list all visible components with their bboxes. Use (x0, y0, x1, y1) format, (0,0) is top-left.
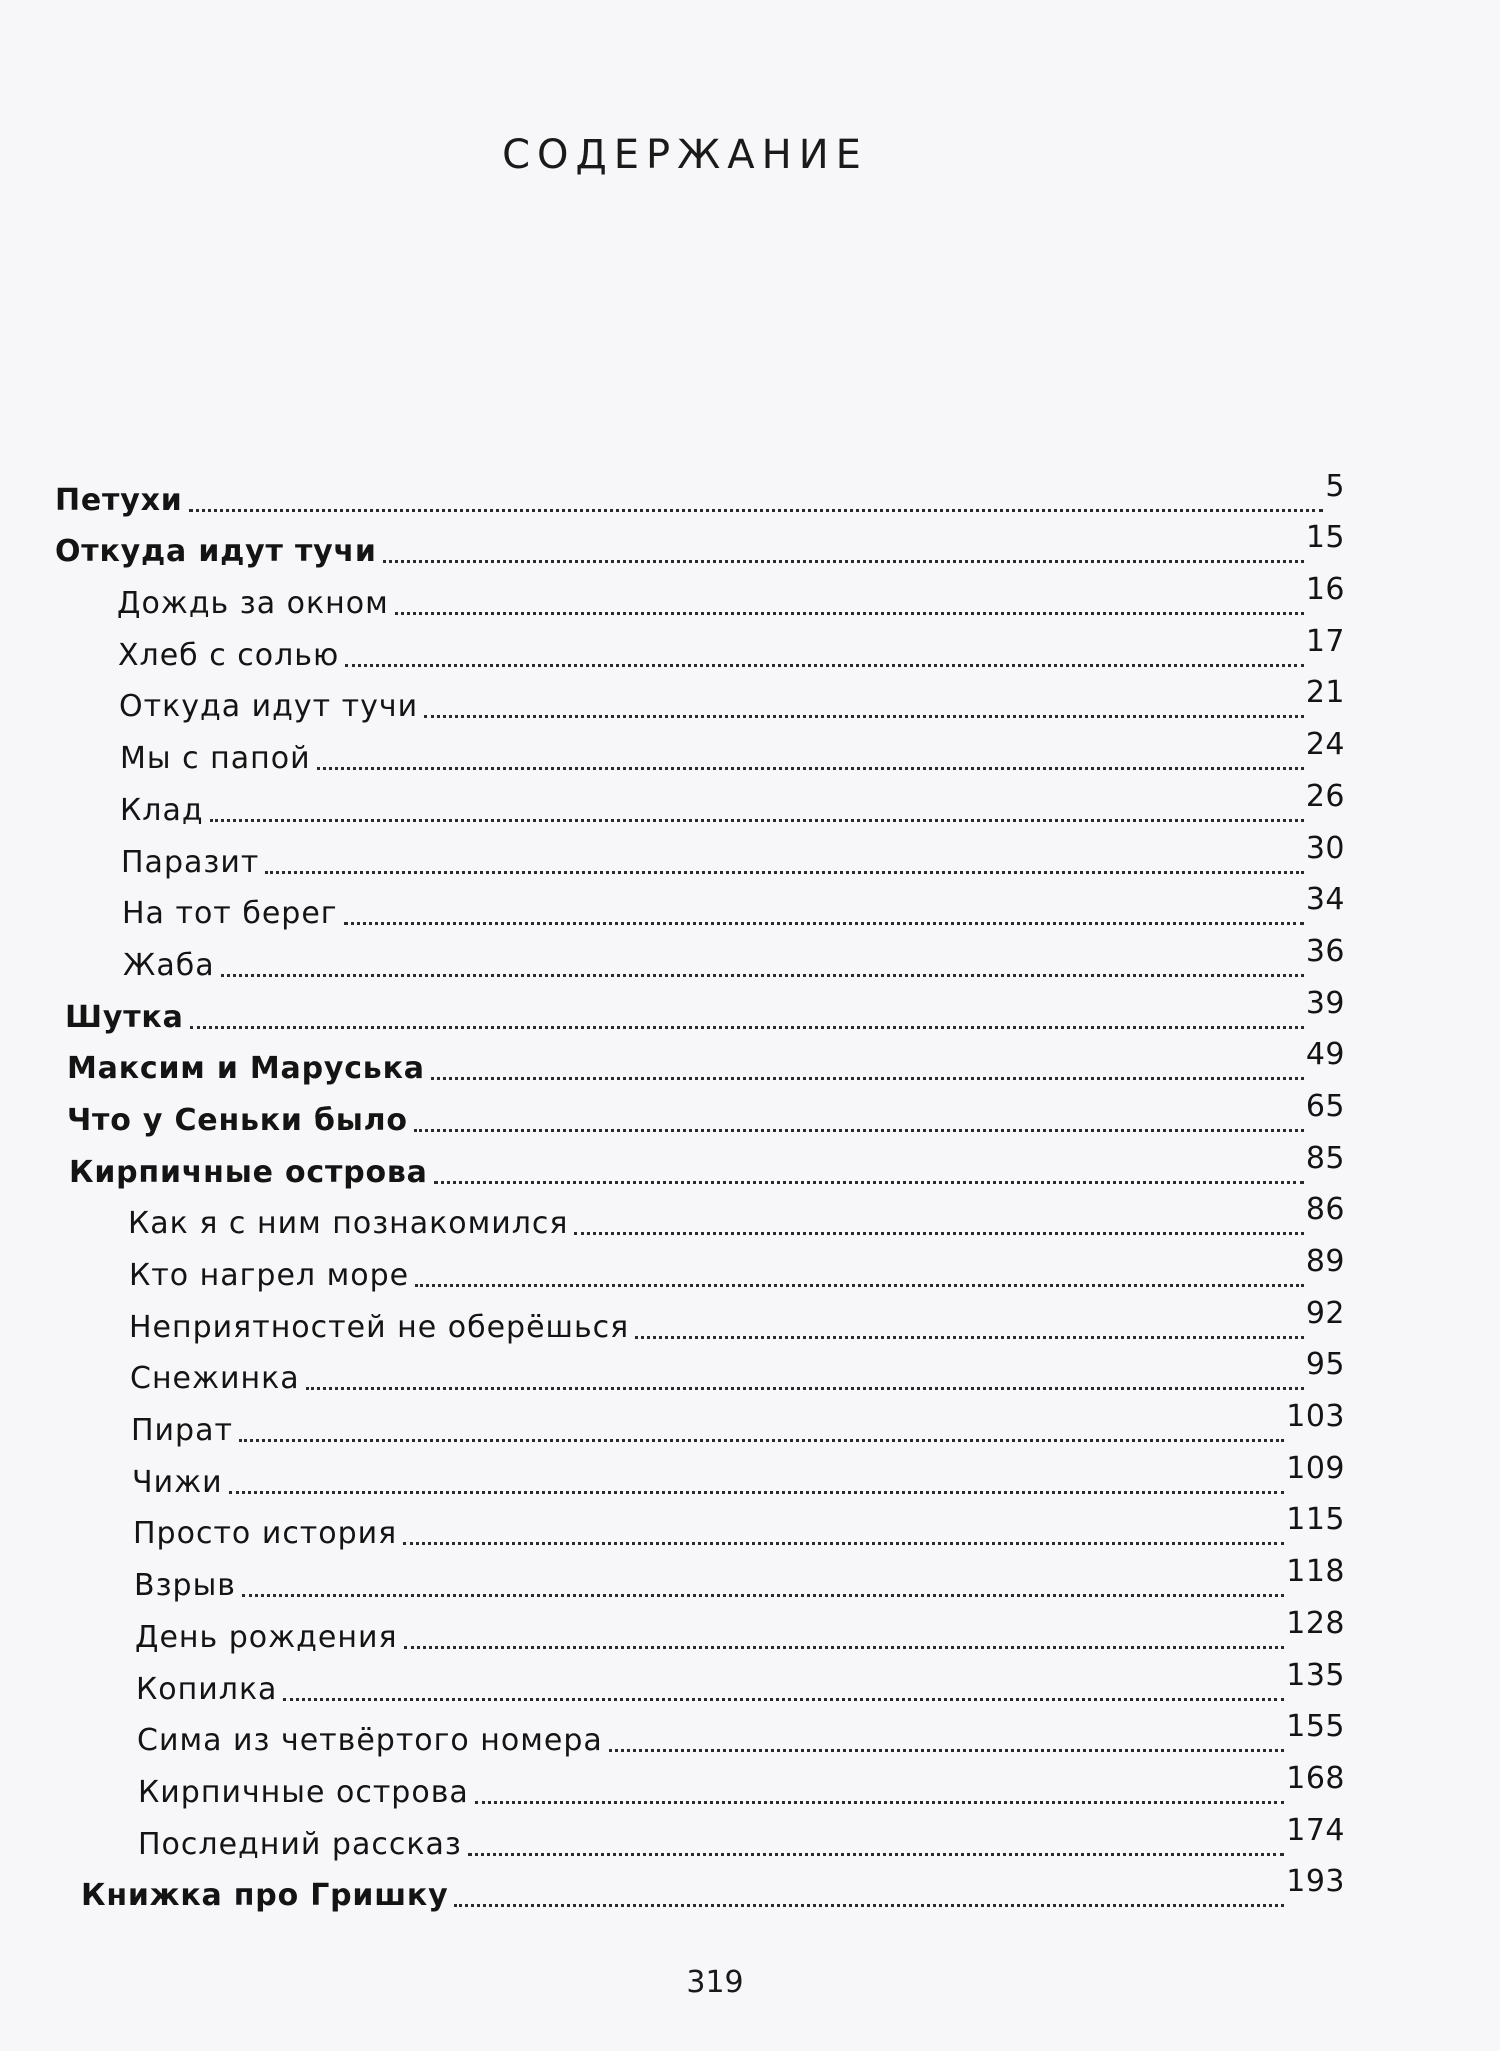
toc-story-entry (55, 1711, 1345, 1763)
dot-leader (424, 715, 1304, 718)
toc-entry-page: 85 (1305, 1140, 1345, 1176)
page-number: 319 (686, 1965, 744, 2000)
dot-leader (468, 1853, 1284, 1856)
toc-entry-title: День рождения (135, 1619, 398, 1655)
toc-story-entry (55, 935, 1345, 987)
dot-leader (345, 664, 1304, 667)
table-of-contents (55, 470, 1345, 1917)
dot-leader (229, 1491, 1285, 1494)
dot-leader (403, 1542, 1284, 1545)
toc-entry-title: Петухи (55, 482, 183, 518)
dot-leader (434, 1181, 1304, 1184)
toc-entry-page: 30 (1305, 830, 1345, 866)
dot-leader (190, 1026, 1304, 1029)
toc-entry-page: 24 (1305, 727, 1345, 763)
toc-story-entry (55, 1297, 1345, 1349)
toc-entry-page: 115 (1286, 1502, 1345, 1538)
toc-section-entry (55, 1866, 1345, 1918)
toc-entry-page: 118 (1286, 1554, 1345, 1590)
toc-entry-title: Хлеб с солью (118, 637, 340, 673)
toc-entry-page: 65 (1305, 1088, 1345, 1124)
toc-entry-title: Жаба (123, 947, 215, 983)
toc-section-entry (55, 470, 1345, 522)
toc-story-entry (55, 1762, 1345, 1814)
dot-leader (574, 1232, 1303, 1235)
toc-entry-page: 16 (1305, 572, 1345, 608)
toc-entry-title: Неприятностей не оберёшься (129, 1309, 630, 1345)
dot-leader (210, 819, 1304, 822)
toc-entry-title: Клад (120, 792, 204, 828)
toc-story-entry (55, 1814, 1345, 1866)
toc-entry-title: Дождь за окном (117, 586, 389, 622)
toc-entry-title: Что у Сеньки было (67, 1102, 408, 1138)
toc-story-entry (55, 625, 1345, 677)
dot-leader (189, 509, 1324, 512)
toc-story-entry (55, 1349, 1345, 1401)
dot-leader (242, 1594, 1284, 1597)
toc-entry-title: Книжка про Гришку (81, 1878, 449, 1914)
dot-leader (404, 1646, 1285, 1649)
toc-entry-page: 86 (1305, 1192, 1345, 1228)
toc-story-entry (55, 1504, 1345, 1556)
dot-leader (306, 1387, 1304, 1390)
toc-entry-page: 109 (1286, 1450, 1345, 1486)
toc-story-entry (55, 728, 1345, 780)
toc-section-entry (55, 1039, 1345, 1091)
toc-entry-page: 103 (1286, 1399, 1345, 1435)
toc-story-entry (55, 677, 1345, 729)
toc-story-entry (55, 1452, 1345, 1504)
dot-leader (283, 1698, 1284, 1701)
dot-leader (454, 1904, 1284, 1907)
toc-story-entry (55, 1607, 1345, 1659)
toc-entry-page: 155 (1286, 1709, 1345, 1745)
toc-entry-title: Просто история (133, 1516, 398, 1552)
toc-entry-title: Кирпичные острова (69, 1154, 428, 1190)
toc-entry-title: Шутка (65, 999, 184, 1035)
toc-entry-title: Как я с ним познакомился (128, 1206, 569, 1242)
dot-leader (395, 612, 1304, 615)
toc-story-entry (55, 884, 1345, 936)
toc-entry-title: Сима из четвёртого номера (137, 1723, 603, 1759)
toc-entry-page: 193 (1286, 1864, 1345, 1900)
dot-leader (415, 1284, 1304, 1287)
toc-story-entry (55, 573, 1345, 625)
toc-entry-page: 168 (1286, 1760, 1345, 1796)
dot-leader (344, 922, 1304, 925)
dot-leader (475, 1801, 1284, 1804)
toc-entry-title: Кто нагрел море (129, 1258, 410, 1293)
toc-entry-title: Мы с папой (120, 741, 311, 777)
toc-entry-page: 92 (1305, 1295, 1345, 1331)
toc-entry-page: 21 (1305, 675, 1345, 711)
page-title: СОДЕРЖАНИЕ (502, 132, 868, 178)
toc-entry-title: Пират (131, 1413, 233, 1449)
toc-entry-page: 135 (1286, 1657, 1345, 1693)
dot-leader (414, 1129, 1304, 1132)
toc-entry-title: Паразит (121, 844, 260, 880)
toc-entry-title: Кирпичные острова (138, 1774, 469, 1810)
toc-entry-title: Последний рассказ (138, 1826, 462, 1862)
dot-leader (431, 1077, 1304, 1080)
toc-entry-title: Взрыв (134, 1568, 236, 1604)
toc-section-entry (55, 522, 1345, 574)
toc-entry-page: 128 (1286, 1605, 1345, 1641)
toc-entry-title: Откуда идут тучи (119, 689, 419, 725)
toc-entry-page: 49 (1305, 1037, 1345, 1073)
toc-story-entry (55, 1555, 1345, 1607)
toc-entry-page: 39 (1305, 985, 1345, 1021)
toc-story-entry (55, 1659, 1345, 1711)
toc-section-entry (55, 1090, 1345, 1142)
toc-entry-page: 34 (1305, 882, 1345, 918)
toc-story-entry (55, 1194, 1345, 1246)
toc-entry-title: На тот берег (122, 896, 338, 932)
dot-leader (635, 1336, 1304, 1339)
toc-entry-page: 15 (1305, 520, 1345, 556)
toc-entry-page: 36 (1305, 933, 1345, 969)
toc-entry-page: 95 (1305, 1347, 1345, 1383)
dot-leader (317, 767, 1304, 770)
toc-entry-title: Откуда идут тучи (55, 534, 377, 570)
dot-leader (383, 560, 1304, 563)
toc-entry-page: 89 (1305, 1244, 1345, 1279)
toc-entry-page: 17 (1305, 623, 1345, 659)
toc-story-entry (55, 1400, 1345, 1452)
toc-section-entry (55, 1142, 1345, 1194)
dot-leader (265, 871, 1304, 874)
toc-story-entry (55, 1245, 1345, 1297)
toc-entry-page: 26 (1305, 778, 1345, 814)
toc-entry-title: Максим и Маруська (67, 1051, 425, 1087)
toc-entry-page: 5 (1325, 468, 1345, 504)
dot-leader (221, 974, 1304, 977)
toc-entry-title: Чижи (132, 1464, 223, 1500)
dot-leader (239, 1439, 1284, 1442)
dot-leader (609, 1749, 1284, 1752)
toc-entry-page: 174 (1286, 1812, 1345, 1848)
toc-section-entry (55, 987, 1345, 1039)
toc-entry-title: Снежинка (130, 1361, 300, 1397)
toc-story-entry (55, 780, 1345, 832)
toc-story-entry (55, 832, 1345, 884)
toc-entry-title: Копилка (136, 1671, 278, 1707)
